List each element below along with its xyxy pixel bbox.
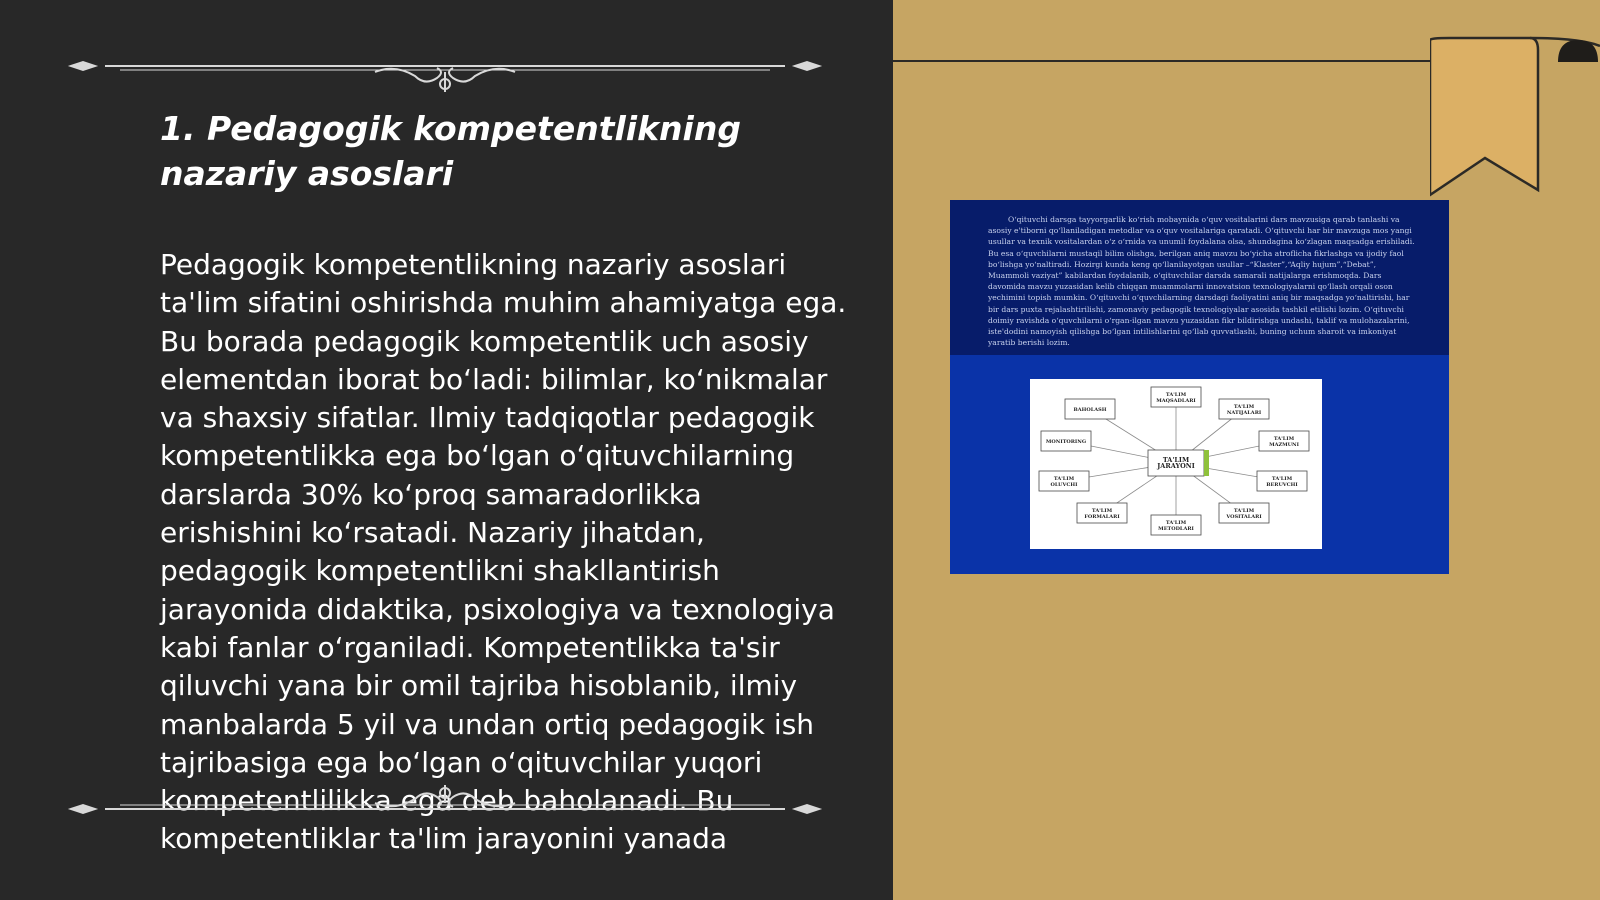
diagram-node-label: TA'LIM bbox=[1233, 403, 1255, 410]
diagram-node-label: BAHOLASH bbox=[1073, 407, 1107, 413]
diagram-node-label: OLUVCHI bbox=[1050, 482, 1078, 489]
figure-text-band bbox=[950, 200, 1449, 355]
diagram-node bbox=[1219, 399, 1269, 419]
diagram-center-node-label: JARAYONI bbox=[1157, 462, 1195, 471]
diagram-node-label: TA'LIM bbox=[1271, 475, 1293, 482]
slide-body-text: Pedagogik kompetentlikning nazariy asoslari ta'lim sifatini oshirishda muhim ahamiyatga ega. Bu borada pedagogik kompetentlik uch asosiy elementdan iborat bo‘ladi: bilimlar, ko‘nikmalar va shaxsiy sifatlar. Ilmiy tadqiqotlar pedagogik kompetentlikka ega bo‘lgan o‘qituvchilarning darslarda 30% ko‘proq samaradorlikka erishishini ko‘rsatadi. Nazariy jihatdan, pedagogik kompetentlikni shakllantirish jarayonida didaktika, psixologiya va texnologiya kabi fanlar o‘rganiladi. Kompetentlikka ta'sir qiluvchi yana bir omil tajriba hisoblanib, ilmiy manbalarda 5 yil va undan ortiq pedagogik ish tajribasiga ega bo‘lgan o‘qituvchilar yuqori kompetentlilikka ega deb baholanadi. Bu kompetentliklar ta'lim jarayonini yanada bbox=[160, 248, 847, 856]
diagram-node bbox=[1151, 387, 1201, 407]
diagram-node bbox=[1065, 399, 1115, 419]
diagram-node bbox=[1151, 515, 1201, 535]
diagram-node-label: TA'LIM bbox=[1165, 519, 1187, 526]
embedded-slide-image bbox=[950, 200, 1449, 574]
slide-title-line-2: nazariy asoslari bbox=[160, 154, 454, 193]
diagram-node-label: BERUVCHI bbox=[1266, 482, 1298, 489]
diagram-node bbox=[1041, 431, 1091, 451]
diagram-node bbox=[1039, 471, 1089, 491]
horizontal-rule bbox=[893, 60, 1438, 62]
diagram-node bbox=[1077, 503, 1127, 523]
diagram-node-label: FORMALARI bbox=[1084, 514, 1120, 521]
bookmark-ribbon-icon bbox=[1430, 30, 1600, 205]
diagram-node-label: TA'LIM bbox=[1273, 435, 1295, 442]
diagram-node-label: METODLARI bbox=[1158, 526, 1194, 533]
diagram-node-label: MAZMUNI bbox=[1269, 442, 1299, 449]
figure-paragraph: O‘qituvchi darsga tayyorgarlik ko‘rish mobaynida o‘quv vositalarini dars mavzusiga qarab tanlashi va asosiy e'tiborni qo‘llaniladigan metodlar va o‘quv vositalariga qaratadi. O‘qituvchi har bir mavzuga mos yangi usullar va texnik vositalardan o‘z o‘rnida va unumli foydalana olsa, shundagina ko‘zlagan maqsadga erishiladi. Bu esa o‘quvchilarni mustaqil bilim olishga, berilgan aniq mavzu bo‘yicha atroflicha fikrlashga va ijodiy faol bo‘lishga yo‘naltiradi. Hozirgi kunda keng qo‘llanilayotgan usullar –“Klaster”,“Aqliy hujum”,“Debat”, Muammoli vaziyat” kabilardan foydalanib, o‘qituvchilar darsda samarali natijalarga erishmoqda. Dars davomida mavzu yuzasidan kelib chiqqan muammolarni innovatsion texnologiyalarni qo‘llash orqali oson yechimini topish mumkin. O‘qituvchi o‘quvchilarning darsdagi faoliyatini aniq bir maqsadga yo‘naltirishi, har bir dars puxta rejalashtirilishi, zamonaviy pedagogik texnologiyalar asosida tashkil etilishi lozim. O‘qituvchi doimiy ravishda o‘quvchilarni o‘rgan-ilgan mavzu yuzasidan fikr bildirishga undashi, taklif va mulohazalarini, iste'dodini namoyish qilishga bo‘lgan intilishlarini qo‘llab quvvatlashi, buning uchum sharoit va imkoniyat yaratib berishi lozim. bbox=[988, 215, 1415, 348]
diagram-node-label: TA'LIM bbox=[1091, 507, 1113, 514]
diagram-node-label: TA'LIM bbox=[1165, 391, 1187, 398]
diagram-node bbox=[1219, 503, 1269, 523]
education-process-diagram bbox=[1030, 379, 1322, 549]
slide-title bbox=[160, 106, 800, 196]
diagram-node-label: TA'LIM bbox=[1233, 507, 1255, 514]
diagram-node-label: VOSITALARI bbox=[1226, 514, 1262, 521]
diagram-node-label: MAQSADLARI bbox=[1156, 398, 1196, 405]
diagram-center-node-label: TA'LIM bbox=[1162, 455, 1190, 464]
diagram-node-label: TA'LIM bbox=[1053, 475, 1075, 482]
bottom-scroll-ornament-icon bbox=[65, 785, 825, 835]
diagram-node-label: NATIJALARI bbox=[1226, 410, 1262, 417]
diagram-node-label: MONITORING bbox=[1045, 439, 1087, 445]
diagram-center-node bbox=[1148, 450, 1209, 476]
diagram-node bbox=[1257, 471, 1307, 491]
center-accent-bar bbox=[1204, 450, 1209, 476]
diagram-node bbox=[1259, 431, 1309, 451]
top-scroll-ornament-icon bbox=[65, 42, 825, 92]
slide-title-line-1: 1. Pedagogik kompetentlikning bbox=[160, 109, 741, 148]
